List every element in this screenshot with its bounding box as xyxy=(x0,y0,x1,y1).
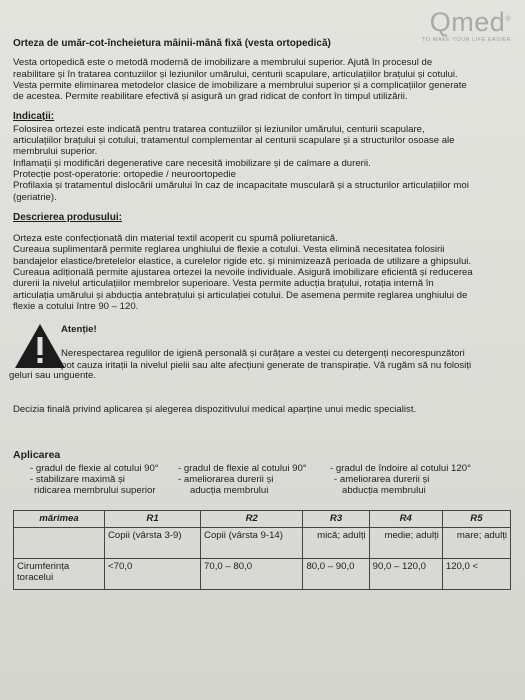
application-column xyxy=(330,463,490,497)
application-item: - gradul de îndoire al cotului 120° xyxy=(330,462,471,474)
indications-section xyxy=(13,111,513,202)
warning-section xyxy=(9,322,513,394)
table-cell: 120,0 < xyxy=(442,558,510,589)
indication-line: (geriatrie). xyxy=(13,191,57,203)
final-note: Decizia finală privind aplicarea și alegerea dispozitivului medical aparține unui medic specialist. xyxy=(13,404,417,416)
table-cell: Copii (vârsta 3-9) xyxy=(105,527,201,558)
table-row xyxy=(14,558,511,589)
table-cell: mică; adulți xyxy=(303,527,369,558)
application-column xyxy=(178,463,324,497)
application-item: aducția membrului xyxy=(190,485,269,497)
application-item: - gradul de flexie al cotului 90° xyxy=(30,462,159,474)
warning-triangle-icon xyxy=(13,322,67,370)
table-row xyxy=(14,527,511,558)
warning-title: Atenție! xyxy=(61,324,97,336)
application-columns xyxy=(13,463,513,497)
application-item: - ameliorarea durerii și xyxy=(334,474,430,486)
table-header: mărimea xyxy=(14,510,105,527)
table-cell: Copii (vârsta 9-14) xyxy=(201,527,303,558)
table-header: R3 xyxy=(303,510,369,527)
application-item: - gradul de flexie al cotului 90° xyxy=(178,462,307,474)
table-cell: 80,0 – 90,0 xyxy=(303,558,369,589)
warning-text xyxy=(61,348,513,371)
warning-line: Nerespectarea regulilor de igienă personală și curățare a vestei cu detergenți necorespunzători xyxy=(61,348,465,360)
warning-line: geluri sau unguente. xyxy=(9,370,96,382)
table-header: R4 xyxy=(369,510,442,527)
logo-tagline: TO MAKE YOUR LIFE EASIER xyxy=(422,37,511,43)
application-item: - stabilizare maximă și xyxy=(30,474,125,486)
intro-line: Vesta ortopedică este o metodă modernă de imobilizare a membrului superior. Ajută în procesul de xyxy=(13,57,433,69)
intro-line: reabilitare și în tratarea contuziilor și leziunilor umărului, centurii scapulare, articulațiilor brațului și cotului. xyxy=(13,68,458,80)
table-cell: 70,0 – 80,0 xyxy=(201,558,303,589)
table-cell: mare; adulți xyxy=(442,527,510,558)
indication-line: articulațiilor brațului și cotului, tratamentul complementar al centurii scapulare și a structurilor osoase ale xyxy=(13,135,455,147)
description-section xyxy=(13,212,513,312)
table-cell: Cirumferința toracelui xyxy=(14,558,105,589)
table-cell xyxy=(14,527,105,558)
table-cell: medie; adulți xyxy=(369,527,442,558)
indication-line: Profilaxia și tratamentul dislocării umărului în caz de incapacitate musculară și a structurilor articulațiilor moi xyxy=(13,180,469,192)
intro-line: Vesta permite eliminarea metodelor clasice de imobilizare a membrului superior și a complicațiilor generate xyxy=(13,79,467,91)
indications-heading: Indicații: xyxy=(13,111,55,123)
application-heading: Aplicarea xyxy=(13,448,61,461)
table-header: R2 xyxy=(201,510,303,527)
indication-line: membrului superior. xyxy=(13,146,98,158)
description-line: bandajelor elastice/bretelelor elastice, a curelelor rigide etc. și minimizează perioada de utilizare a ghipsului. xyxy=(13,255,472,267)
document-title: Orteza de umăr-cot-încheietura mâinii-mână fixă (vesta ortopedică) xyxy=(13,38,331,49)
intro-paragraph xyxy=(13,57,513,102)
warning-line: pot cauza iritații la nivelul pielii sau alte afecțiuni generate de transpirație. Vă rugăm să nu folosiți xyxy=(61,359,472,371)
table-header-row xyxy=(14,510,511,527)
indication-line: Protecție post-operatorie: ortopedie / neuroortopedie xyxy=(13,168,236,180)
table-header: R1 xyxy=(105,510,201,527)
description-line: Orteza este confecționată din material textil acoperit cu spumă poliuretanică. xyxy=(13,233,338,245)
description-line: Cureaua suplimentară permite reglarea unghiului de flexie a cotului. Vesta elimină necesitatea folosirii xyxy=(13,244,445,256)
size-table xyxy=(13,510,511,590)
application-item: - ameliorarea durerii și xyxy=(178,474,274,486)
indication-line: Folosirea ortezei este indicată pentru tratarea contuziilor și leziunilor umărului, centurii scapulare, xyxy=(13,123,425,135)
description-heading: Descrierea produsului: xyxy=(13,211,122,223)
logo-wordmark: Qmed® xyxy=(429,7,511,37)
application-column xyxy=(13,463,172,497)
description-line: articulația umărului și abducția antebrațului și articulației cotului. De asemena permite reglarea unghiului de xyxy=(13,289,468,301)
description-line: durerii la nivelul articulațiilor membrelor superioare. Vesta permite aducția brațului, rotația internă în xyxy=(13,278,434,290)
application-item: abducția membrului xyxy=(342,485,426,497)
intro-line: de acestea. Permite reabilitare efectivă și asigură un grad ridicat de confort în timpul utilizării. xyxy=(13,91,408,103)
description-line: Cureaua adițională permite ajustarea ortezei la nevoile individuale. Asigură imobilizare eficientă și reducerea xyxy=(13,267,473,279)
application-item: ridicarea membrului superior xyxy=(34,485,156,497)
table-cell: <70,0 xyxy=(105,558,201,589)
indication-line: Inflamații și modificări degenerative care necesită imobilizare și de calmare a durerii. xyxy=(13,157,371,169)
document-content xyxy=(9,38,513,590)
table-header: R5 xyxy=(442,510,510,527)
table-cell: 90,0 – 120,0 xyxy=(369,558,442,589)
description-line: flexie a cotului între 90 – 120. xyxy=(13,300,139,312)
